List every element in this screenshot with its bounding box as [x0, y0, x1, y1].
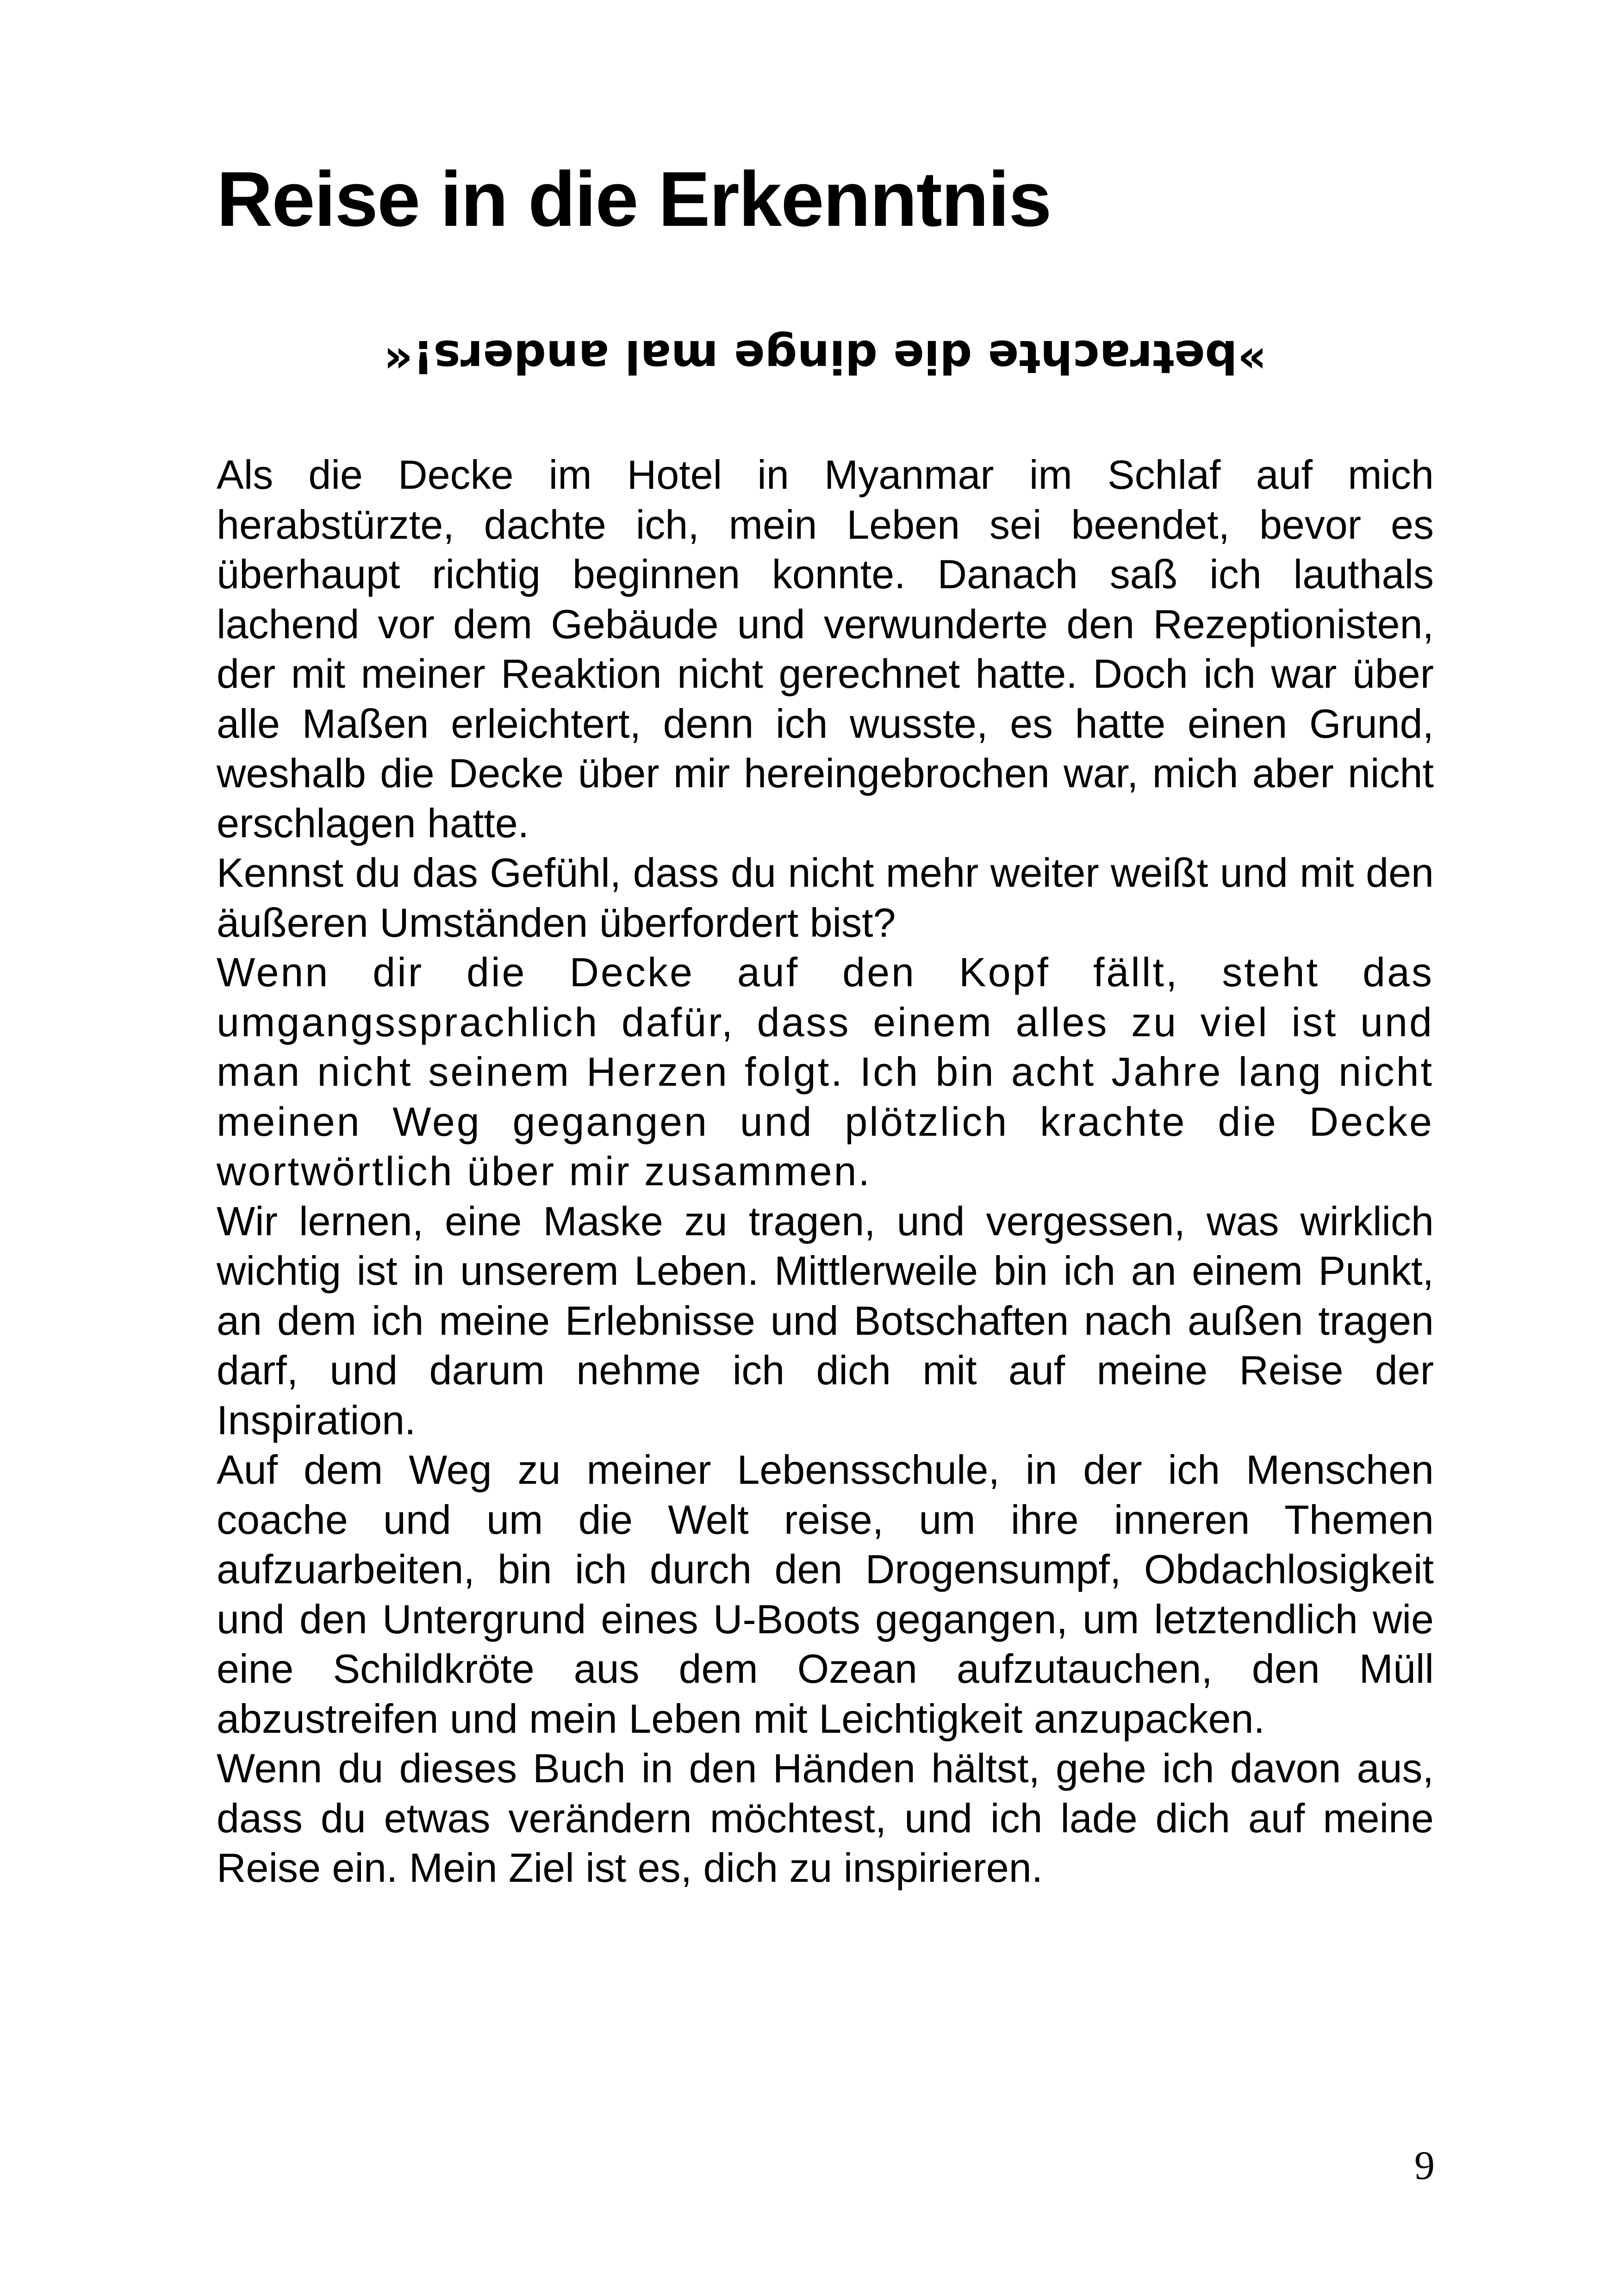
motto-open-quote: »	[383, 330, 413, 383]
chapter-motto	[217, 324, 1434, 398]
paragraph-4: Wir lernen, eine Maske zu tragen, und vergessen, was wirklich wichtig ist in unserem Leben. Mittlerweile bin ich an einem Punkt, an dem ich meine Erlebnisse und Botschaften nach außen tragen darf, und darum nehme ich dich mit auf meine Reise der Inspiration.	[217, 1198, 1434, 1443]
paragraph-3: Wenn dir die Decke auf den Kopf fällt, steht das umgangssprachlich dafür, dass einem alles zu viel ist und man nicht seinem Herzen folgt. Ich bin acht Jahre lang nicht meinen Weg gegangen und plötzlich krachte die Decke wortwörtlich über mir zusammen.	[217, 949, 1434, 1194]
paragraph-5: Auf dem Weg zu meiner Lebensschule, in der ich Menschen coache und um die Welt reise, um ihre inneren Themen aufzuarbeiten, bin ich durch den Drogensumpf, Obdachlosigkeit und den Untergrund eines U-Boots gegangen, um letztendlich wie eine Schildkröte aus dem Ozean aufzutauchen, den Müll abzustreifen und mein Leben mit Leichtigkeit anzupacken.	[217, 1447, 1434, 1742]
motto-line	[384, 324, 1267, 389]
page-number: 9	[1414, 2143, 1435, 2188]
paragraph-2: Kennst du das Gefühl, dass du nicht mehr weiter weißt und mit den äußeren Umständen überfordert bist?	[217, 850, 1434, 946]
paragraph-6: Wenn du dieses Buch in den Händen hältst, gehe ich davon aus, dass du etwas verändern möchtest, und ich lade dich auf meine Reise ein. Mein Ziel ist es, dich zu inspirieren.	[217, 1745, 1434, 1891]
paragraph-1: Als die Decke im Hotel in Myanmar im Schlaf auf mich herabstürzte, dachte ich, mein Leben sei beendet, bevor es überhaupt richtig beginnen konnte. Danach saß ich lauthals lachend vor dem Gebäude und verwunderte den Rezeptionisten, der mit meiner Reaktion nicht gerechnet hatte. Doch ich war über alle Maßen erleichtert, denn ich wusste, es hatte einen Grund, weshalb die Decke über mir hereingebrochen war, mich aber nicht erschlagen hatte.	[217, 452, 1434, 846]
body-text	[217, 450, 1434, 1893]
chapter-title: Reise in die Erkenntnis	[217, 156, 1051, 243]
motto-text-upside-down: betrachte die dinge mal anders!	[413, 330, 1238, 383]
motto-close-quote: «	[1237, 330, 1267, 383]
